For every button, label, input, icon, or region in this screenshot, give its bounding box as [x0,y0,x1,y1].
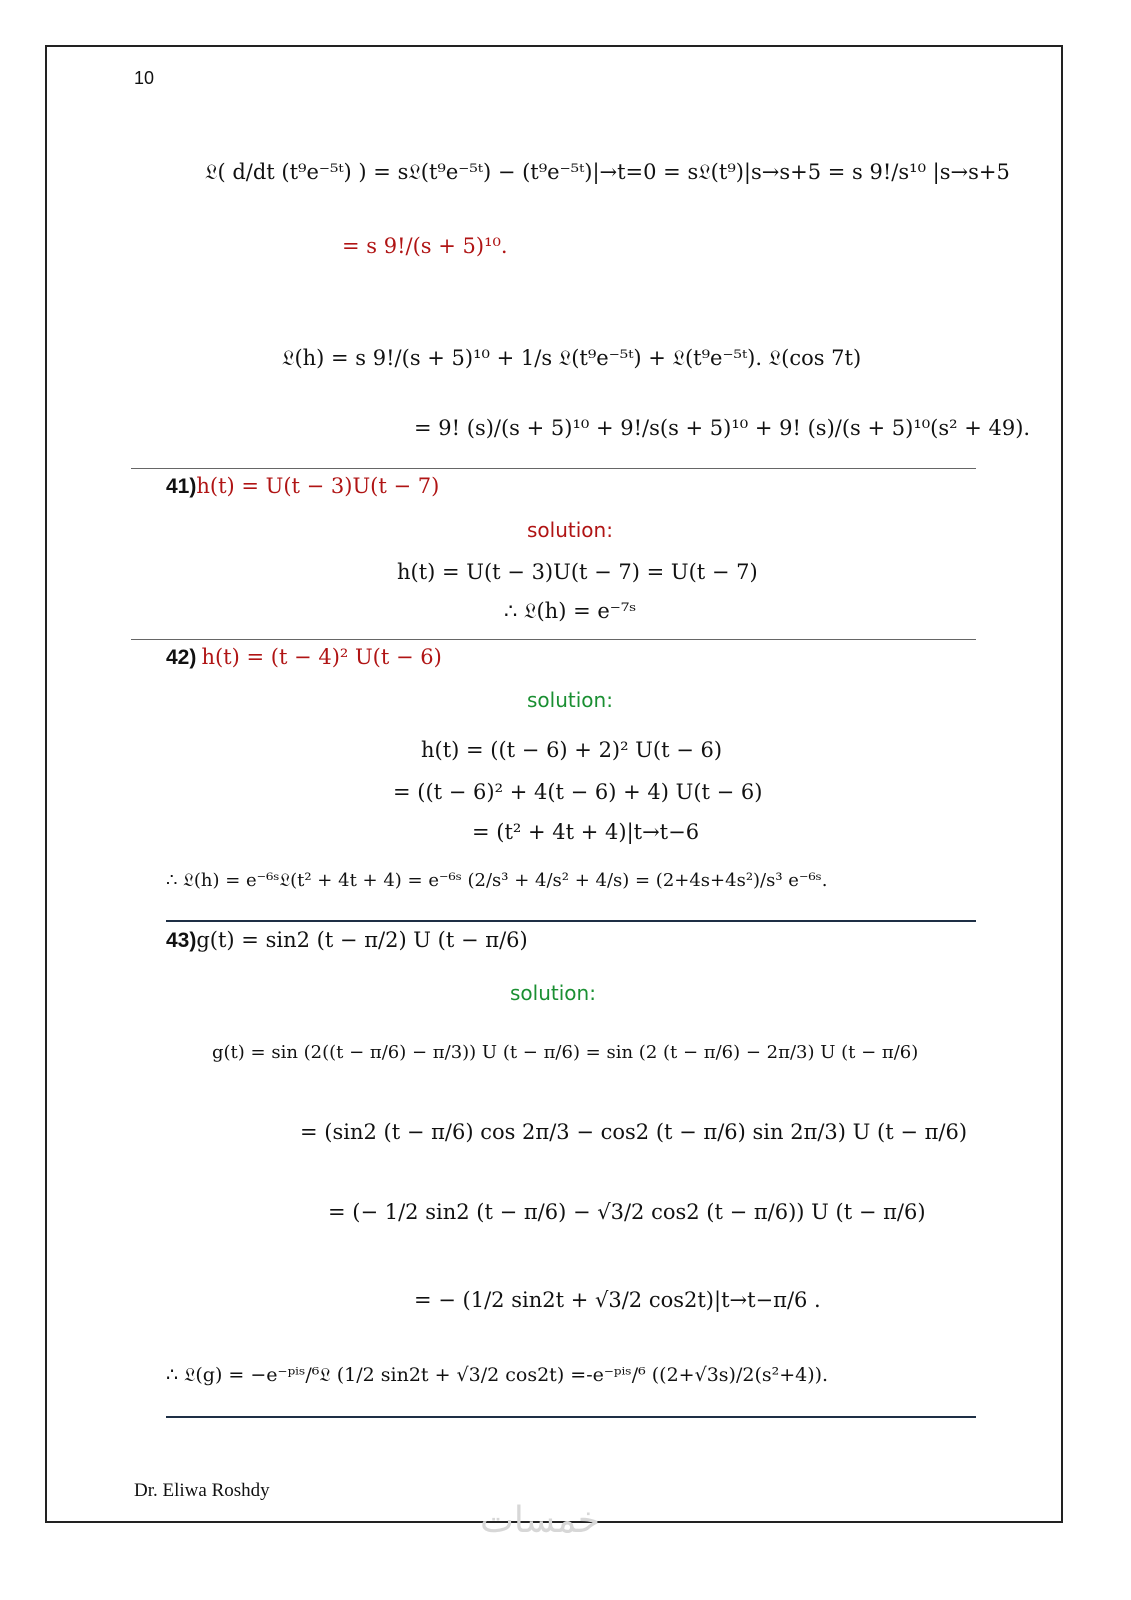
problem-42-heading [166,645,442,670]
solution-step: = (t² + 4t + 4)|t→t−6 [472,820,700,844]
section-divider [166,920,976,922]
laplace-h-sum: 𝔏(h) = s 9!/(s + 5)¹⁰ + 1/s 𝔏(t⁹e⁻⁵ᵗ) + 𝔏(t⁹e⁻⁵ᵗ). 𝔏(cos 7t) [282,346,862,370]
section-divider [131,468,976,469]
solution-step: g(t) = sin (2((t − π/6) − π/3)) U (t − π/6) = sin (2 (t − π/6) − 2π/3) U (t − π/6) [212,1042,919,1063]
watermark: خمسات [480,1500,601,1541]
problem-43-heading [166,928,528,953]
author-footer: Dr. Eliwa Roshdy [134,1480,270,1501]
solution-step: = − (1/2 sin2t + √3/2 cos2t)|t→t−π/6 . [414,1288,821,1312]
solution-step: h(t) = ((t − 6) + 2)² U(t − 6) [421,738,723,762]
problem-statement: h(t) = (t − 4)² U(t − 6) [201,645,442,669]
page-number: 10 [134,68,155,88]
section-divider [131,639,976,640]
problem-number: 41) [166,475,197,498]
problem-statement: g(t) = sin2 (t − π/2) U (t − π/6) [196,928,528,952]
solution-result: ∴ 𝔏(h) = e⁻⁶ˢ𝔏(t² + 4t + 4) = e⁻⁶ˢ (2/s³ + 4/s² + 4/s) = (2+4s+4s²)/s³ e⁻⁶ˢ. [166,870,828,891]
solution-step: h(t) = U(t − 3)U(t − 7) = U(t − 7) [397,560,758,584]
laplace-derivative-line: 𝔏( d/dt (t⁹e⁻⁵ᵗ) ) = s𝔏(t⁹e⁻⁵ᵗ) − (t⁹e⁻⁵ᵗ)|→t=0 = s𝔏(t⁹)|s→s+5 = s 9!/s¹⁰ |s→s+5 [205,160,1010,184]
solution-result: ∴ 𝔏(g) = −e⁻ᵖⁱˢ/⁶𝔏 (1/2 sin2t + √3/2 cos2t) =-e⁻ᵖⁱˢ/⁶ ((2+√3s)/2(s²+4)). [166,1364,829,1386]
section-divider [166,1416,976,1418]
solution-step: = (− 1/2 sin2 (t − π/6) − √3/2 cos2 (t − π/6)) U (t − π/6) [328,1200,926,1224]
solution-label: solution: [527,518,613,542]
solution-label: solution: [510,981,596,1005]
problem-number: 43) [166,929,197,952]
solution-label: solution: [527,688,613,712]
problem-41-heading [166,474,439,499]
problem-number: 42) [166,646,197,669]
solution-result: ∴ 𝔏(h) = e⁻⁷ˢ [504,599,637,623]
solution-step: = ((t − 6)² + 4(t − 6) + 4) U(t − 6) [393,780,763,804]
problem-statement: h(t) = U(t − 3)U(t − 7) [196,474,440,498]
laplace-shift-result: = s 9!/(s + 5)¹⁰. [342,234,508,258]
laplace-h-final: = 9! (s)/(s + 5)¹⁰ + 9!/s(s + 5)¹⁰ + 9! (s)/(s + 5)¹⁰(s² + 49). [414,416,1031,440]
solution-step: = (sin2 (t − π/6) cos 2π/3 − cos2 (t − π/6) sin 2π/3) U (t − π/6) [300,1120,968,1144]
